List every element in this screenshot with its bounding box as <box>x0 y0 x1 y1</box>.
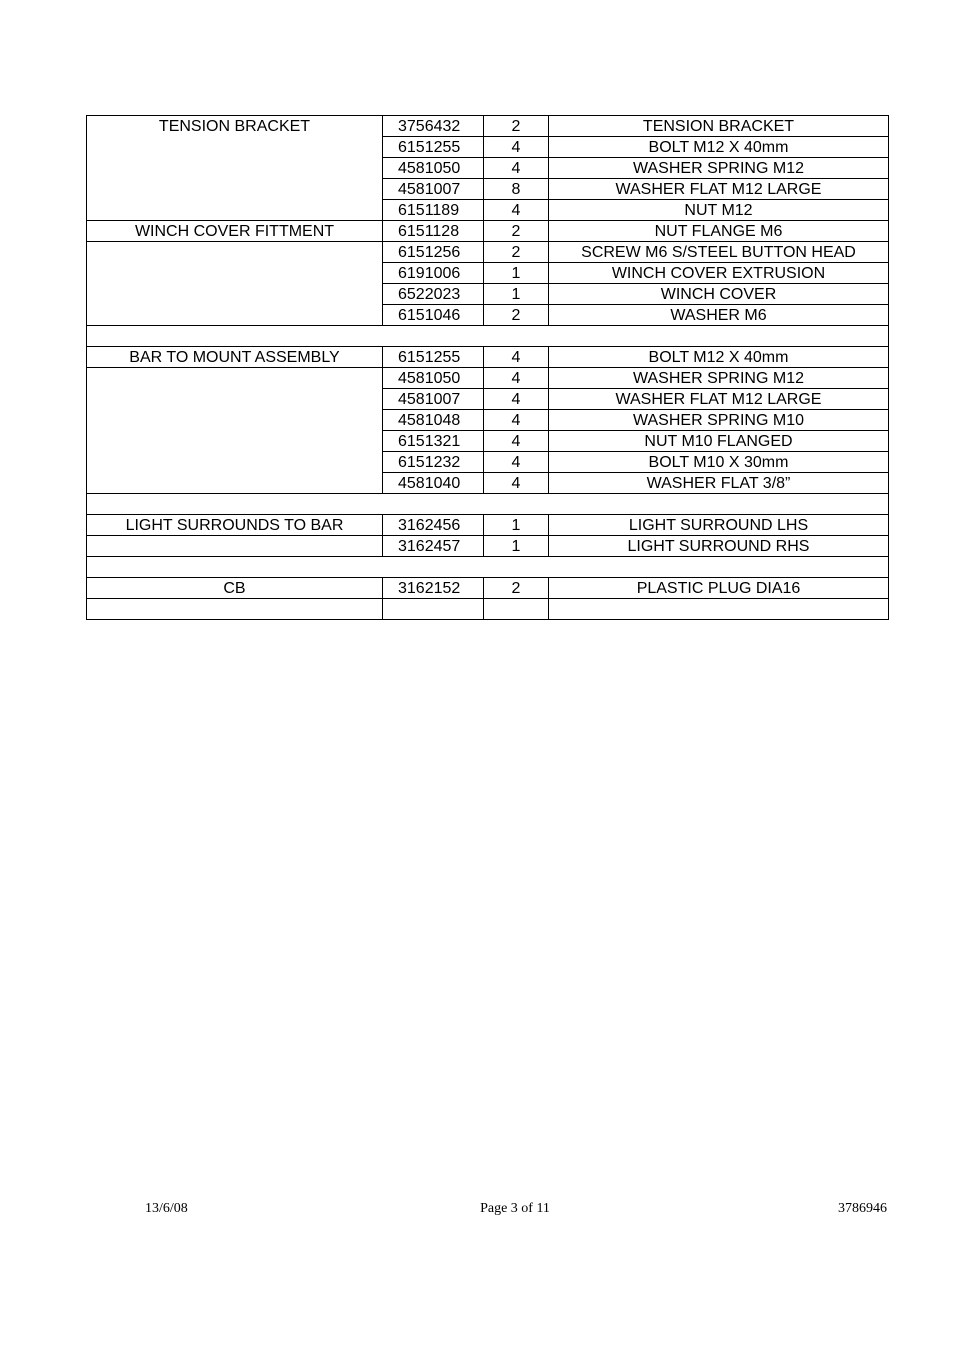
part-number-cell: 4581050 <box>383 368 484 389</box>
description-cell: BOLT M10 X 30mm <box>549 452 889 473</box>
table-row <box>87 368 889 389</box>
description-cell: LIGHT SURROUND LHS <box>549 515 889 536</box>
description-cell: WASHER FLAT M12 LARGE <box>549 389 889 410</box>
description-cell: SCREW M6 S/STEEL BUTTON HEAD <box>549 242 889 263</box>
quantity-cell: 4 <box>484 389 549 410</box>
part-number-cell: 3162456 <box>383 515 484 536</box>
table-row <box>87 137 889 158</box>
description-cell <box>549 599 889 620</box>
assembly-cell <box>87 263 383 284</box>
table-row <box>87 242 889 263</box>
assembly-cell <box>87 158 383 179</box>
assembly-cell: WINCH COVER FITTMENT <box>87 221 383 242</box>
spacer-row <box>87 557 889 578</box>
footer-page-number: Page 3 of 11 <box>480 1201 550 1216</box>
assembly-cell <box>87 452 383 473</box>
description-cell: WASHER SPRING M10 <box>549 410 889 431</box>
empty-row <box>87 599 889 620</box>
quantity-cell: 8 <box>484 179 549 200</box>
quantity-cell: 4 <box>484 431 549 452</box>
description-cell: LIGHT SURROUND RHS <box>549 536 889 557</box>
assembly-cell: LIGHT SURROUNDS TO BAR <box>87 515 383 536</box>
spacer-row <box>87 494 889 515</box>
description-cell: TENSION BRACKET <box>549 116 889 137</box>
quantity-cell: 4 <box>484 368 549 389</box>
table-row <box>87 473 889 494</box>
part-number-cell: 6151255 <box>383 347 484 368</box>
quantity-cell: 2 <box>484 242 549 263</box>
assembly-cell <box>87 536 383 557</box>
part-number-cell <box>383 599 484 620</box>
table-row <box>87 410 889 431</box>
spacer-cell <box>87 557 889 578</box>
assembly-cell <box>87 431 383 452</box>
assembly-cell <box>87 137 383 158</box>
part-number-cell: 4581007 <box>383 389 484 410</box>
description-cell: NUT M12 <box>549 200 889 221</box>
table-row <box>87 305 889 326</box>
description-cell: WASHER SPRING M12 <box>549 158 889 179</box>
table-row <box>87 179 889 200</box>
part-number-cell: 3162457 <box>383 536 484 557</box>
description-cell: WASHER SPRING M12 <box>549 368 889 389</box>
table-row <box>87 263 889 284</box>
part-number-cell: 6191006 <box>383 263 484 284</box>
assembly-cell <box>87 242 383 263</box>
description-cell: NUT FLANGE M6 <box>549 221 889 242</box>
table-row <box>87 578 889 599</box>
table-row <box>87 284 889 305</box>
quantity-cell: 2 <box>484 305 549 326</box>
assembly-cell: CB <box>87 578 383 599</box>
table-row <box>87 158 889 179</box>
assembly-cell <box>87 599 383 620</box>
quantity-cell: 1 <box>484 263 549 284</box>
part-number-cell: 3756432 <box>383 116 484 137</box>
quantity-cell: 4 <box>484 452 549 473</box>
description-cell: WASHER M6 <box>549 305 889 326</box>
assembly-cell <box>87 473 383 494</box>
part-number-cell: 6151046 <box>383 305 484 326</box>
quantity-cell: 2 <box>484 116 549 137</box>
table-row <box>87 536 889 557</box>
footer-document-number: 3786946 <box>838 1201 887 1216</box>
assembly-cell <box>87 389 383 410</box>
part-number-cell: 6151232 <box>383 452 484 473</box>
quantity-cell: 2 <box>484 221 549 242</box>
description-cell: WASHER FLAT 3/8” <box>549 473 889 494</box>
assembly-cell <box>87 200 383 221</box>
table-row <box>87 389 889 410</box>
quantity-cell: 4 <box>484 473 549 494</box>
footer-date: 13/6/08 <box>145 1201 188 1216</box>
description-cell: WINCH COVER EXTRUSION <box>549 263 889 284</box>
spacer-cell <box>87 326 889 347</box>
quantity-cell: 4 <box>484 410 549 431</box>
quantity-cell: 4 <box>484 347 549 368</box>
quantity-cell: 1 <box>484 284 549 305</box>
assembly-cell: BAR TO MOUNT ASSEMBLY <box>87 347 383 368</box>
spacer-cell <box>87 494 889 515</box>
quantity-cell: 4 <box>484 137 549 158</box>
part-number-cell: 4581040 <box>383 473 484 494</box>
quantity-cell <box>484 599 549 620</box>
assembly-cell <box>87 368 383 389</box>
part-number-cell: 6151321 <box>383 431 484 452</box>
quantity-cell: 1 <box>484 536 549 557</box>
quantity-cell: 4 <box>484 158 549 179</box>
description-cell: BOLT M12 X 40mm <box>549 137 889 158</box>
part-number-cell: 6151255 <box>383 137 484 158</box>
part-number-cell: 4581007 <box>383 179 484 200</box>
quantity-cell: 4 <box>484 200 549 221</box>
assembly-cell <box>87 305 383 326</box>
part-number-cell: 6151128 <box>383 221 484 242</box>
table-row <box>87 452 889 473</box>
assembly-cell <box>87 410 383 431</box>
assembly-cell <box>87 179 383 200</box>
part-number-cell: 3162152 <box>383 578 484 599</box>
table-row <box>87 116 889 137</box>
part-number-cell: 6151256 <box>383 242 484 263</box>
table-row <box>87 347 889 368</box>
description-cell: WINCH COVER <box>549 284 889 305</box>
quantity-cell: 1 <box>484 515 549 536</box>
description-cell: PLASTIC PLUG DIA16 <box>549 578 889 599</box>
spacer-row <box>87 326 889 347</box>
part-number-cell: 6151189 <box>383 200 484 221</box>
part-number-cell: 4581048 <box>383 410 484 431</box>
quantity-cell: 2 <box>484 578 549 599</box>
part-number-cell: 4581050 <box>383 158 484 179</box>
assembly-cell <box>87 284 383 305</box>
description-cell: BOLT M12 X 40mm <box>549 347 889 368</box>
table-row <box>87 200 889 221</box>
description-cell: WASHER FLAT M12 LARGE <box>549 179 889 200</box>
parts-table <box>86 115 889 620</box>
description-cell: NUT M10 FLANGED <box>549 431 889 452</box>
assembly-cell: TENSION BRACKET <box>87 116 383 137</box>
part-number-cell: 6522023 <box>383 284 484 305</box>
table-row <box>87 515 889 536</box>
table-row <box>87 221 889 242</box>
table-row <box>87 431 889 452</box>
